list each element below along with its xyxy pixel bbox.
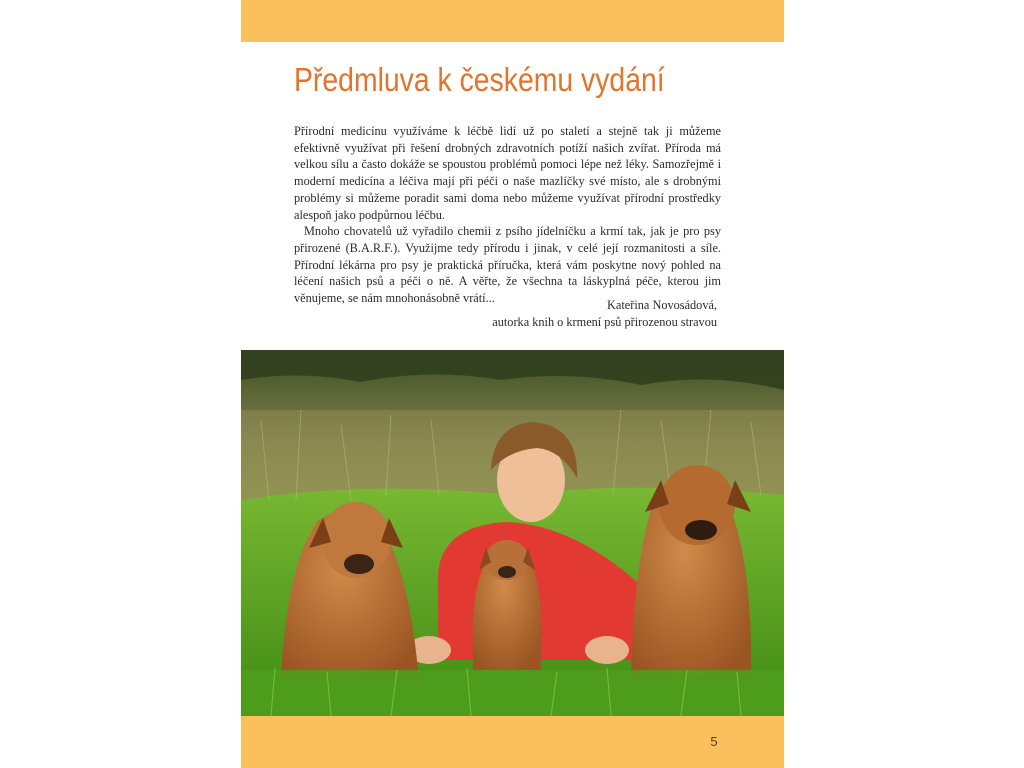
author-role: autorka knih o krmení psů přirozenou stravou: [492, 315, 717, 329]
top-color-band: [241, 0, 784, 42]
paragraph-2: Mnoho chovatelů už vyřadilo chemii z psího jídelníčku a krmí tak, jak je pro psy přirozené (B.A.R.F.). Využijme tedy přírodu i jinak, v celé její rozmanitosti a síle. Přírodní lékárna pro psy je praktická příručka, která vám poskytne nový pohled na léčení našich psů a péči o ně. A věřte, že všechna ta láskyplná péče, kterou jim věnujeme, se nám mnohonásobně vrátí...: [294, 224, 721, 306]
book-page: [241, 0, 784, 768]
page-number: 5: [710, 734, 718, 749]
paragraph-1: Přírodní medicínu využíváme k léčbě lidí už po staletí a stejně tak ji můžeme efektivně využívat při řešení drobných zdravotních potíží našich zvířat. Příroda má velkou sílu a často dokáže se spoustou problémů pomoci lépe než léky. Samozřejmě i moderní medicína a léčiva mají při péči o naše mazlíčky své místo, ale s drobnými problémy si můžeme poradit sami doma nebo můžeme využívat přírodní prostředky alespoň jako podpůrnou léčbu.: [294, 124, 721, 222]
page-title: Předmluva k českému vydání: [294, 61, 665, 98]
photo-woman-with-dogs: [241, 350, 784, 716]
preface-body: [294, 123, 721, 307]
bottom-color-band: [241, 716, 784, 768]
author-name: Kateřina Novosádová,: [607, 298, 717, 312]
signature-block: [492, 297, 717, 331]
